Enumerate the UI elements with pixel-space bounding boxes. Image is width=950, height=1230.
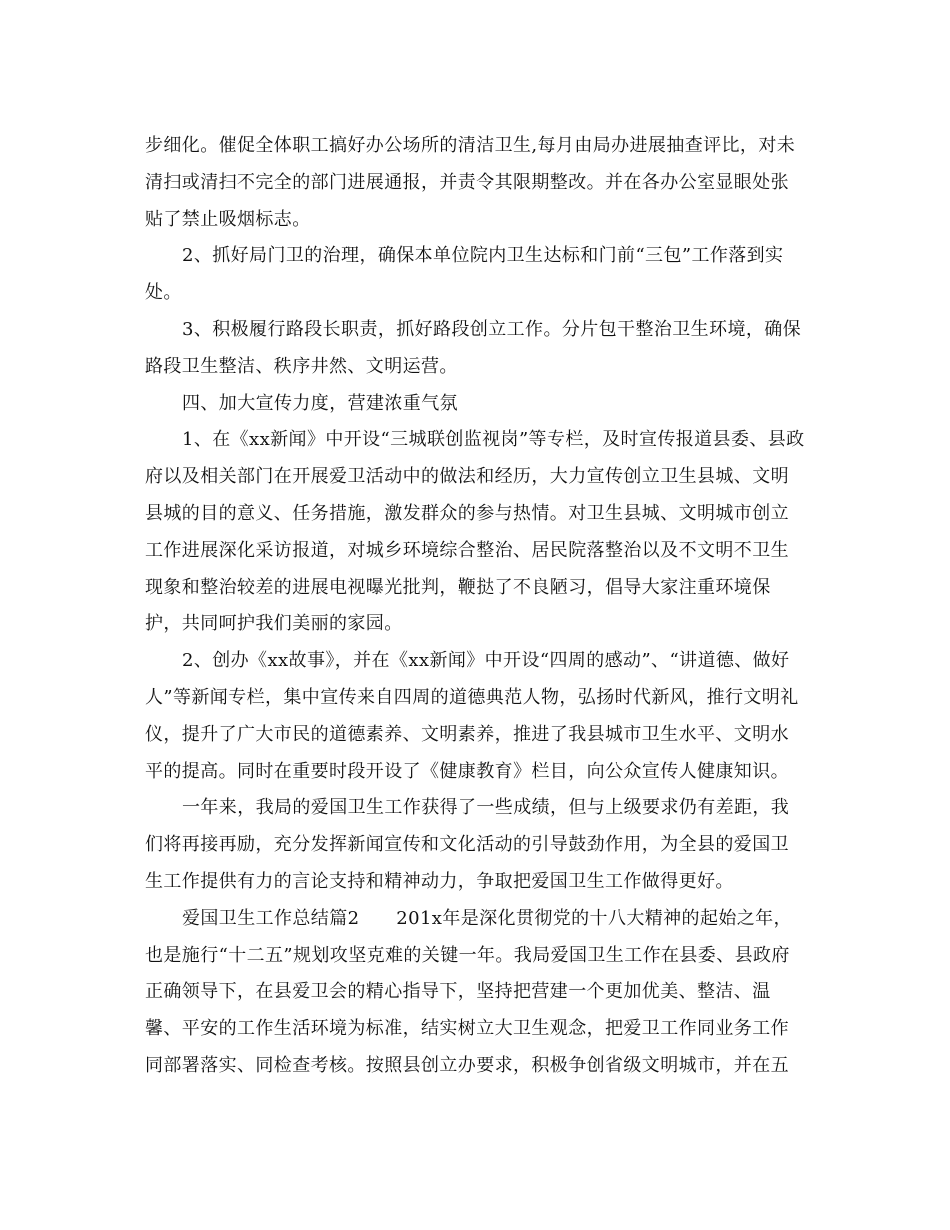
section-heading: 四、加大宣传力度，营建浓重气氛	[182, 392, 458, 414]
paragraph-publicity-2: 2、创办《xx故事》，并在《xx新闻》中开设“四周的感动”、“讲道德、做好人”等新闻专栏，集中宣传来自四周的道德典范人物，弘扬时代新风，推行文明礼仪，提升了广大市民的道德素养、文明素养，推进了我县城市卫生水平、文明水平的提高。同时在重要时段开设了《健康教育》栏目，向公众宣传人健康知识。	[145, 650, 799, 782]
paragraph-item-3: 3、积极履行路段长职责，抓好路段创立工作。分片包干整治卫生环境，确保路段卫生整洁、秩序井然、文明运营。	[145, 318, 802, 377]
paragraph-publicity-1: 1、在《xx新闻》中开设“三城联创监视岗”等专栏，及时宣传报道县委、县政府以及相关部门在开展爱卫活动中的做法和经历，大力宣传创立卫生县城、文明县城的目的意义、任务措施，激发群众的参与热情。对卫生县城、文明城市创立工作进展深化采访报道，对城乡环境综合整治、居民院落整治以及不文明不卫生现象和整治较差的进展电视曝光批判，鞭挞了不良陋习，倡导大家注重环境保护，共同呵护我们美丽的家园。	[145, 429, 805, 635]
paragraph-part-2: 爱国卫生工作总结篇2 201x年是深化贯彻党的十八大精神的起始之年，也是施行“十二五”规划攻坚克难的关键一年。我局爱国卫生工作在县委、县政府正确领导下，在县爱卫会的精心指导下，坚持把营建一个更加优美、整洁、温馨、平安的工作生活环境为标准，结实树立大卫生观念，把爱卫工作同业务工作同部署落实、同检查考核。按照县创立办要求，积极争创省级文明城市，并在五	[145, 907, 792, 1076]
paragraph-summary: 一年来，我局的爱国卫生工作获得了一些成绩，但与上级要求仍有差距，我们将再接再励，充分发挥新闻宣传和文化活动的引导鼓劲作用，为全县的爱国卫生工作提供有力的言论支持和精神动力，争取把爱国卫生工作做得更好。	[145, 797, 790, 892]
paragraph-item-2: 2、抓好局门卫的治理，确保本单位院内卫生达标和门前“三包”工作落到实处。	[145, 245, 784, 304]
document-body	[145, 128, 805, 1085]
paragraph-continuation: 步细化。催促全体职工搞好办公场所的清洁卫生,每月由局办进展抽查评比，对未清扫或清扫不完全的部门进展通报，并责令其限期整改。并在各办公室显眼处张贴了禁止吸烟标志。	[145, 135, 796, 230]
